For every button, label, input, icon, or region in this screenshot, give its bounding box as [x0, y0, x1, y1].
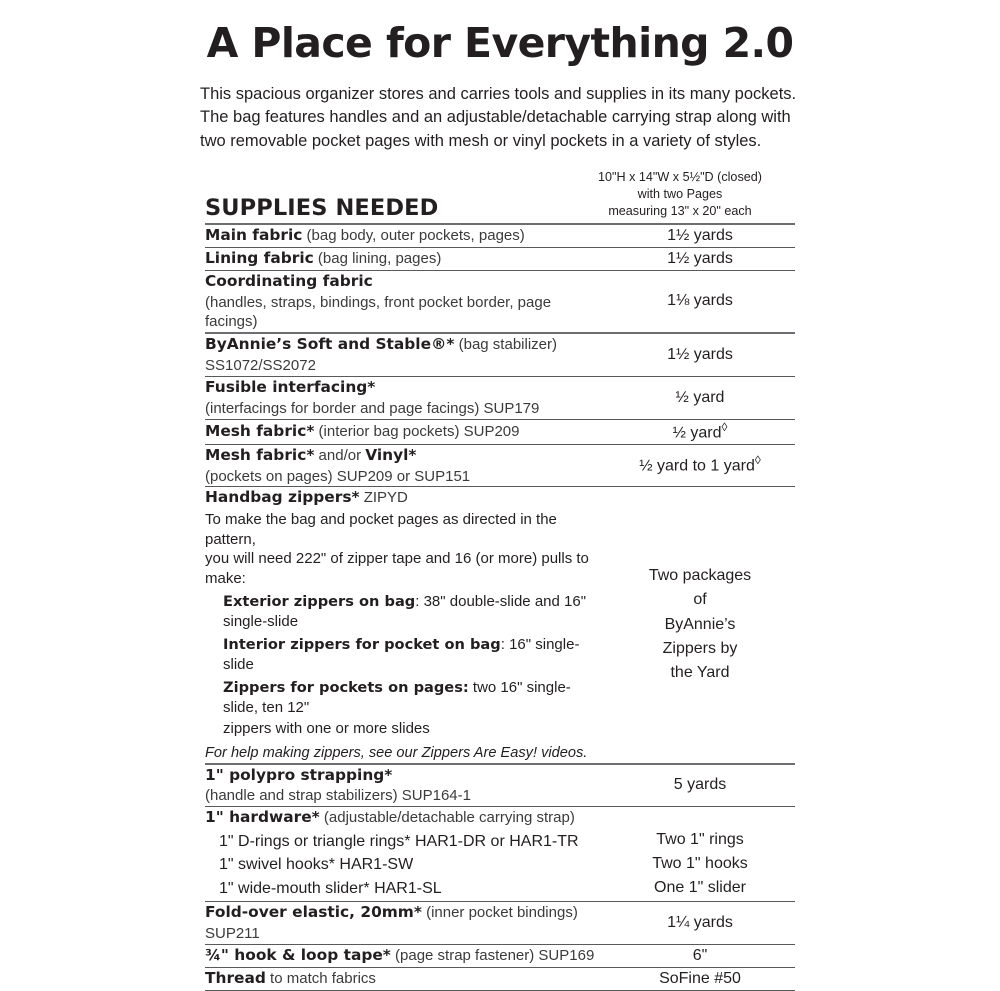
dimensions-line-3: measuring 13" x 20" each	[608, 204, 752, 219]
hardware-amount	[605, 806, 795, 901]
table-row	[205, 248, 795, 271]
hardware-title-line	[205, 807, 605, 829]
zipper-item-label: Interior zippers for pocket on bag	[223, 636, 501, 654]
supply-item	[205, 333, 605, 377]
table-row	[205, 901, 795, 945]
supply-item	[205, 968, 605, 991]
list-item: 1" D-rings or triangle rings* HAR1-DR or HAR1-TR	[219, 832, 579, 850]
table-row	[205, 444, 795, 486]
supply-item	[205, 945, 605, 968]
supply-desc: (bag lining, pages)	[313, 250, 442, 268]
package-line: the Yard	[670, 664, 730, 682]
supply-amount: 1½ yards	[667, 345, 733, 363]
supply-name: Mesh fabric*	[205, 421, 315, 440]
footnote-diamond-icon: ◊	[721, 419, 728, 434]
footnote-diamond-icon: ◊	[754, 453, 761, 468]
supply-conjunction: and/or	[314, 446, 366, 464]
supply-name: ¾" hook & loop tape*	[205, 946, 391, 965]
supply-item	[205, 764, 605, 807]
list-item: 1" swivel hooks* HAR1-SW	[219, 856, 414, 874]
supply-item	[205, 248, 605, 271]
supply-name: Thread	[205, 969, 266, 988]
zipper-item	[205, 487, 605, 764]
supply-name: Handbag zippers*	[205, 488, 360, 507]
hardware-amount-line: Two 1" rings	[656, 831, 744, 849]
table-row	[205, 419, 795, 444]
list-item	[223, 635, 605, 675]
zipper-item-value: : 38" double-slide and 16" single-slide	[223, 593, 587, 631]
zipper-title-line	[205, 487, 605, 509]
table-row	[205, 377, 795, 419]
zipper-intro-line-2: you will need 222" of zipper tape and 16 (or more) pulls to make:	[205, 550, 589, 588]
zipper-intro	[205, 510, 605, 589]
supply-item	[205, 270, 605, 332]
hardware-item	[205, 806, 605, 901]
table-row	[205, 945, 795, 968]
zipper-item-label: Zippers for pockets on pages:	[223, 679, 469, 697]
supply-amount: SoFine #50	[659, 969, 741, 987]
table-row-zippers	[205, 487, 795, 764]
supply-amount: 1½ yards	[667, 249, 733, 267]
list-item	[223, 678, 605, 738]
list-item	[223, 592, 605, 632]
table-row-hardware	[205, 806, 795, 901]
zipper-list	[223, 592, 605, 739]
zipper-amount	[605, 487, 795, 764]
supplies-table	[205, 223, 795, 991]
supplies-needed-heading: SUPPLIES NEEDED	[205, 195, 439, 222]
supply-desc: (handles, straps, bindings, front pocket border, page facings)	[205, 293, 552, 331]
supply-amount: 1¼ yards	[667, 913, 733, 931]
dimensions-line-2: with two Pages	[637, 187, 723, 202]
table-row	[205, 333, 795, 377]
table-row	[205, 224, 795, 247]
supply-desc: (page strap fastener) SUP169	[390, 947, 595, 965]
supply-name-secondary: Vinyl*	[365, 445, 417, 464]
intro-paragraph: This spacious organizer stores and carries tools and supplies in its many pockets. The bag features handles and an adjustable/detachable carrying strap along with two removable pocket pages with mesh or vinyl pockets in a variety of styles.	[200, 85, 797, 150]
supply-desc: (interior bag pockets) SUP209	[314, 422, 520, 440]
supply-desc: (handle and strap stabilizers) SUP164-1	[205, 787, 471, 805]
hardware-list	[219, 830, 605, 901]
supply-name: Mesh fabric*	[205, 445, 315, 464]
dimensions-block	[565, 169, 795, 223]
supply-item	[205, 377, 605, 419]
supply-name: Lining fabric	[205, 249, 314, 268]
supply-desc: ZIPYD	[359, 489, 408, 507]
supply-amount-text: ½ yard to 1 yard	[639, 457, 755, 475]
supply-amount: 1⅛ yards	[667, 291, 733, 309]
supply-desc: (interfacings for border and page facings) SUP179	[205, 400, 540, 418]
package-line: Zippers by	[662, 639, 738, 657]
supply-amount: ½ yard	[675, 388, 725, 406]
zipper-item-label: Exterior zippers on bag	[223, 593, 416, 610]
supply-desc: (bag body, outer pockets, pages)	[302, 227, 525, 245]
supply-name: ByAnnie’s Soft and Stable®*	[205, 334, 455, 353]
zipper-item-value: : 16" single-slide	[223, 636, 580, 674]
zipper-help-note: For help making zippers, see our Zippers Are Easy! videos.	[205, 744, 588, 761]
supply-name: Fusible interfacing*	[205, 378, 376, 397]
supplies-page	[0, 19, 1000, 988]
zipper-package-lines	[605, 564, 795, 686]
supply-desc: (adjustable/detachable carrying strap)	[319, 808, 575, 826]
supply-amount: 1½ yards	[667, 226, 733, 244]
supply-item	[205, 901, 605, 945]
table-row	[205, 764, 795, 807]
page-title: A Place for Everything 2.0	[206, 19, 794, 67]
package-line: ByAnnie’s	[664, 615, 736, 633]
supply-desc: (inner pocket bindings) SUP211	[205, 903, 578, 942]
supply-amount: 5 yards	[673, 775, 727, 793]
supply-item	[205, 224, 605, 247]
zipper-item-value: two 16" single-slide, ten 12"	[223, 679, 571, 717]
supply-desc: (pockets on pages) SUP209 or SUP151	[205, 467, 471, 485]
supply-desc: (bag stabilizer) SS1072/SS2072	[205, 335, 557, 374]
supply-name: Fold-over elastic, 20mm*	[205, 902, 422, 921]
dimensions-line-1: 10"H x 14"W x 5½"D (closed)	[598, 170, 762, 185]
table-row	[205, 968, 795, 991]
list-item: 1" wide-mouth slider* HAR1-SL	[219, 880, 442, 898]
supply-amount: 6"	[692, 946, 708, 964]
supply-amount	[605, 444, 795, 486]
hardware-amount-lines	[605, 828, 795, 899]
hardware-amount-line: Two 1" hooks	[652, 854, 748, 872]
supply-desc: to match fabrics	[265, 970, 376, 988]
zipper-item-value-cont: zippers with one or more slides	[223, 719, 430, 737]
supply-item	[205, 444, 605, 486]
package-line: of	[693, 591, 707, 609]
supply-amount-text: ½ yard	[672, 423, 722, 441]
hardware-amount-line: One 1" slider	[654, 878, 746, 896]
zipper-intro-line-1: To make the bag and pocket pages as directed in the pattern,	[205, 510, 557, 548]
package-line: Two packages	[648, 567, 752, 585]
supply-name: 1" hardware*	[205, 807, 320, 826]
table-row	[205, 270, 795, 332]
supply-name: 1" polypro strapping*	[205, 765, 393, 784]
supply-amount	[605, 419, 795, 444]
supply-name: Main fabric	[205, 226, 303, 245]
supply-name: Coordinating fabric	[205, 271, 373, 290]
supplies-header-band	[205, 167, 795, 223]
supply-item	[205, 419, 605, 444]
